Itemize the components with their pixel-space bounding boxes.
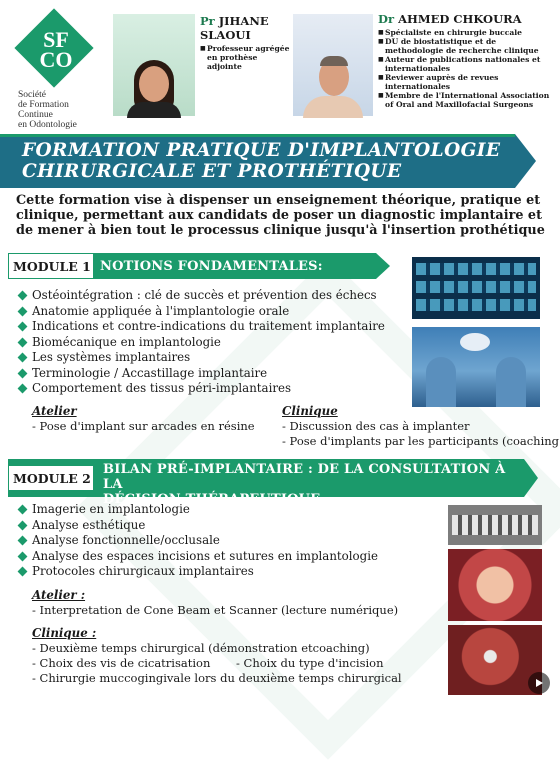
speaker-2-photo bbox=[293, 14, 373, 116]
xray-photo bbox=[412, 257, 540, 319]
intro-paragraph: Cette formation vise à dispenser un enseignement théorique, pratique et clinique, permettant aux candidats de poser un diagnostic implantaire et de mener à bien tout le processus clinique jusqu'à l'insertion prothétique bbox=[16, 193, 545, 238]
page-title: FORMATION PRATIQUE D'IMPLANTOLOGIE CHIRURGICALE ET PROTHÉTIQUE bbox=[22, 140, 501, 182]
logo-letters: SF CO bbox=[39, 27, 73, 72]
list-item: Anatomie appliquée à l'implantologie orale bbox=[18, 304, 398, 320]
module-2-topics bbox=[18, 502, 438, 580]
module-2-label: MODULE 2 bbox=[8, 465, 94, 491]
module-1-atelier-item: - Pose d'implant sur arcades en résine bbox=[32, 419, 255, 433]
speaker-1-credentials: ■ Professeur agrégée en prothèse adjointe bbox=[200, 44, 290, 71]
module-2-clinique-item: - Chirurgie muccogingivale lors du deuxième temps chirurgical bbox=[32, 671, 402, 685]
surgery-photo bbox=[412, 327, 540, 407]
module-2-atelier-heading: Atelier : bbox=[32, 588, 86, 602]
module-1-clinique-item: - Pose d'implants par les participants (coaching bbox=[282, 434, 560, 448]
logo-subtitle: Société de Formation Continue en Odontologie bbox=[18, 90, 77, 130]
module-1-title: NOTIONS FONDAMENTALES: bbox=[100, 259, 323, 274]
list-item: Indications et contre-indications du traitement implantaire bbox=[18, 319, 398, 335]
dental-xray-photo bbox=[448, 505, 542, 545]
banner-accent-line bbox=[0, 134, 515, 137]
sfco-logo bbox=[16, 12, 108, 130]
module-1-clinique-item: - Discussion des cas à implanter bbox=[282, 419, 470, 433]
list-item: Protocoles chirurgicaux implantaires bbox=[18, 564, 438, 580]
module-2-clinique-heading: Clinique : bbox=[32, 626, 97, 640]
module-1-label: MODULE 1 bbox=[8, 253, 94, 279]
list-item: Analyse des espaces incisions et sutures en implantologie bbox=[18, 549, 438, 565]
list-item: Analyse esthétique bbox=[18, 518, 438, 534]
speaker-1-name: Pr JIHANE SLAOUI bbox=[200, 14, 269, 42]
list-item: Imagerie en implantologie bbox=[18, 502, 438, 518]
list-item: Terminologie / Accastillage implantaire bbox=[18, 366, 398, 382]
module-1-atelier-heading: Atelier bbox=[32, 404, 77, 418]
play-icon[interactable] bbox=[528, 672, 550, 694]
module-1-clinique-heading: Clinique bbox=[282, 404, 338, 418]
speaker-1-photo bbox=[113, 14, 195, 116]
list-item: Biomécanique en implantologie bbox=[18, 335, 398, 351]
module-2-clinique-item: - Deuxième temps chirurgical (démonstration etcoaching) bbox=[32, 641, 370, 655]
list-item: Comportement des tissus péri-implantaires bbox=[18, 381, 398, 397]
list-item: Les systèmes implantaires bbox=[18, 350, 398, 366]
list-item: Ostéointégration : clé de succès et prévention des échecs bbox=[18, 288, 398, 304]
module-2-clinique-item: - Choix des vis de cicatrisation bbox=[32, 656, 211, 670]
module-1-topics bbox=[18, 288, 398, 397]
module-2-clinique-item: - Choix du type d'incision bbox=[236, 656, 384, 670]
oral-surgery-photo bbox=[448, 549, 542, 621]
module-2-title: BILAN PRÉ-IMPLANTAIRE : DE LA CONSULTATION À LA DÉCISION THÉRAPEUTIQUE bbox=[103, 462, 506, 507]
list-item: Analyse fonctionnelle/occlusale bbox=[18, 533, 438, 549]
module-2-atelier-item: - Interpretation de Cone Beam et Scanner (lecture numérique) bbox=[32, 603, 399, 617]
speaker-2-credentials: ■ Spécialiste en chirurgie buccale ■ DU de biostatistique et de methodologie de recherche clinique ■ Auteur de publications nationales et internationales ■ Reviewer auprès de revues internationales ■ Membre de l'International Association of Oral and Maxillofacial Surgeons bbox=[378, 28, 553, 109]
speaker-2-name: Dr AHMED CHKOURA bbox=[378, 12, 522, 26]
